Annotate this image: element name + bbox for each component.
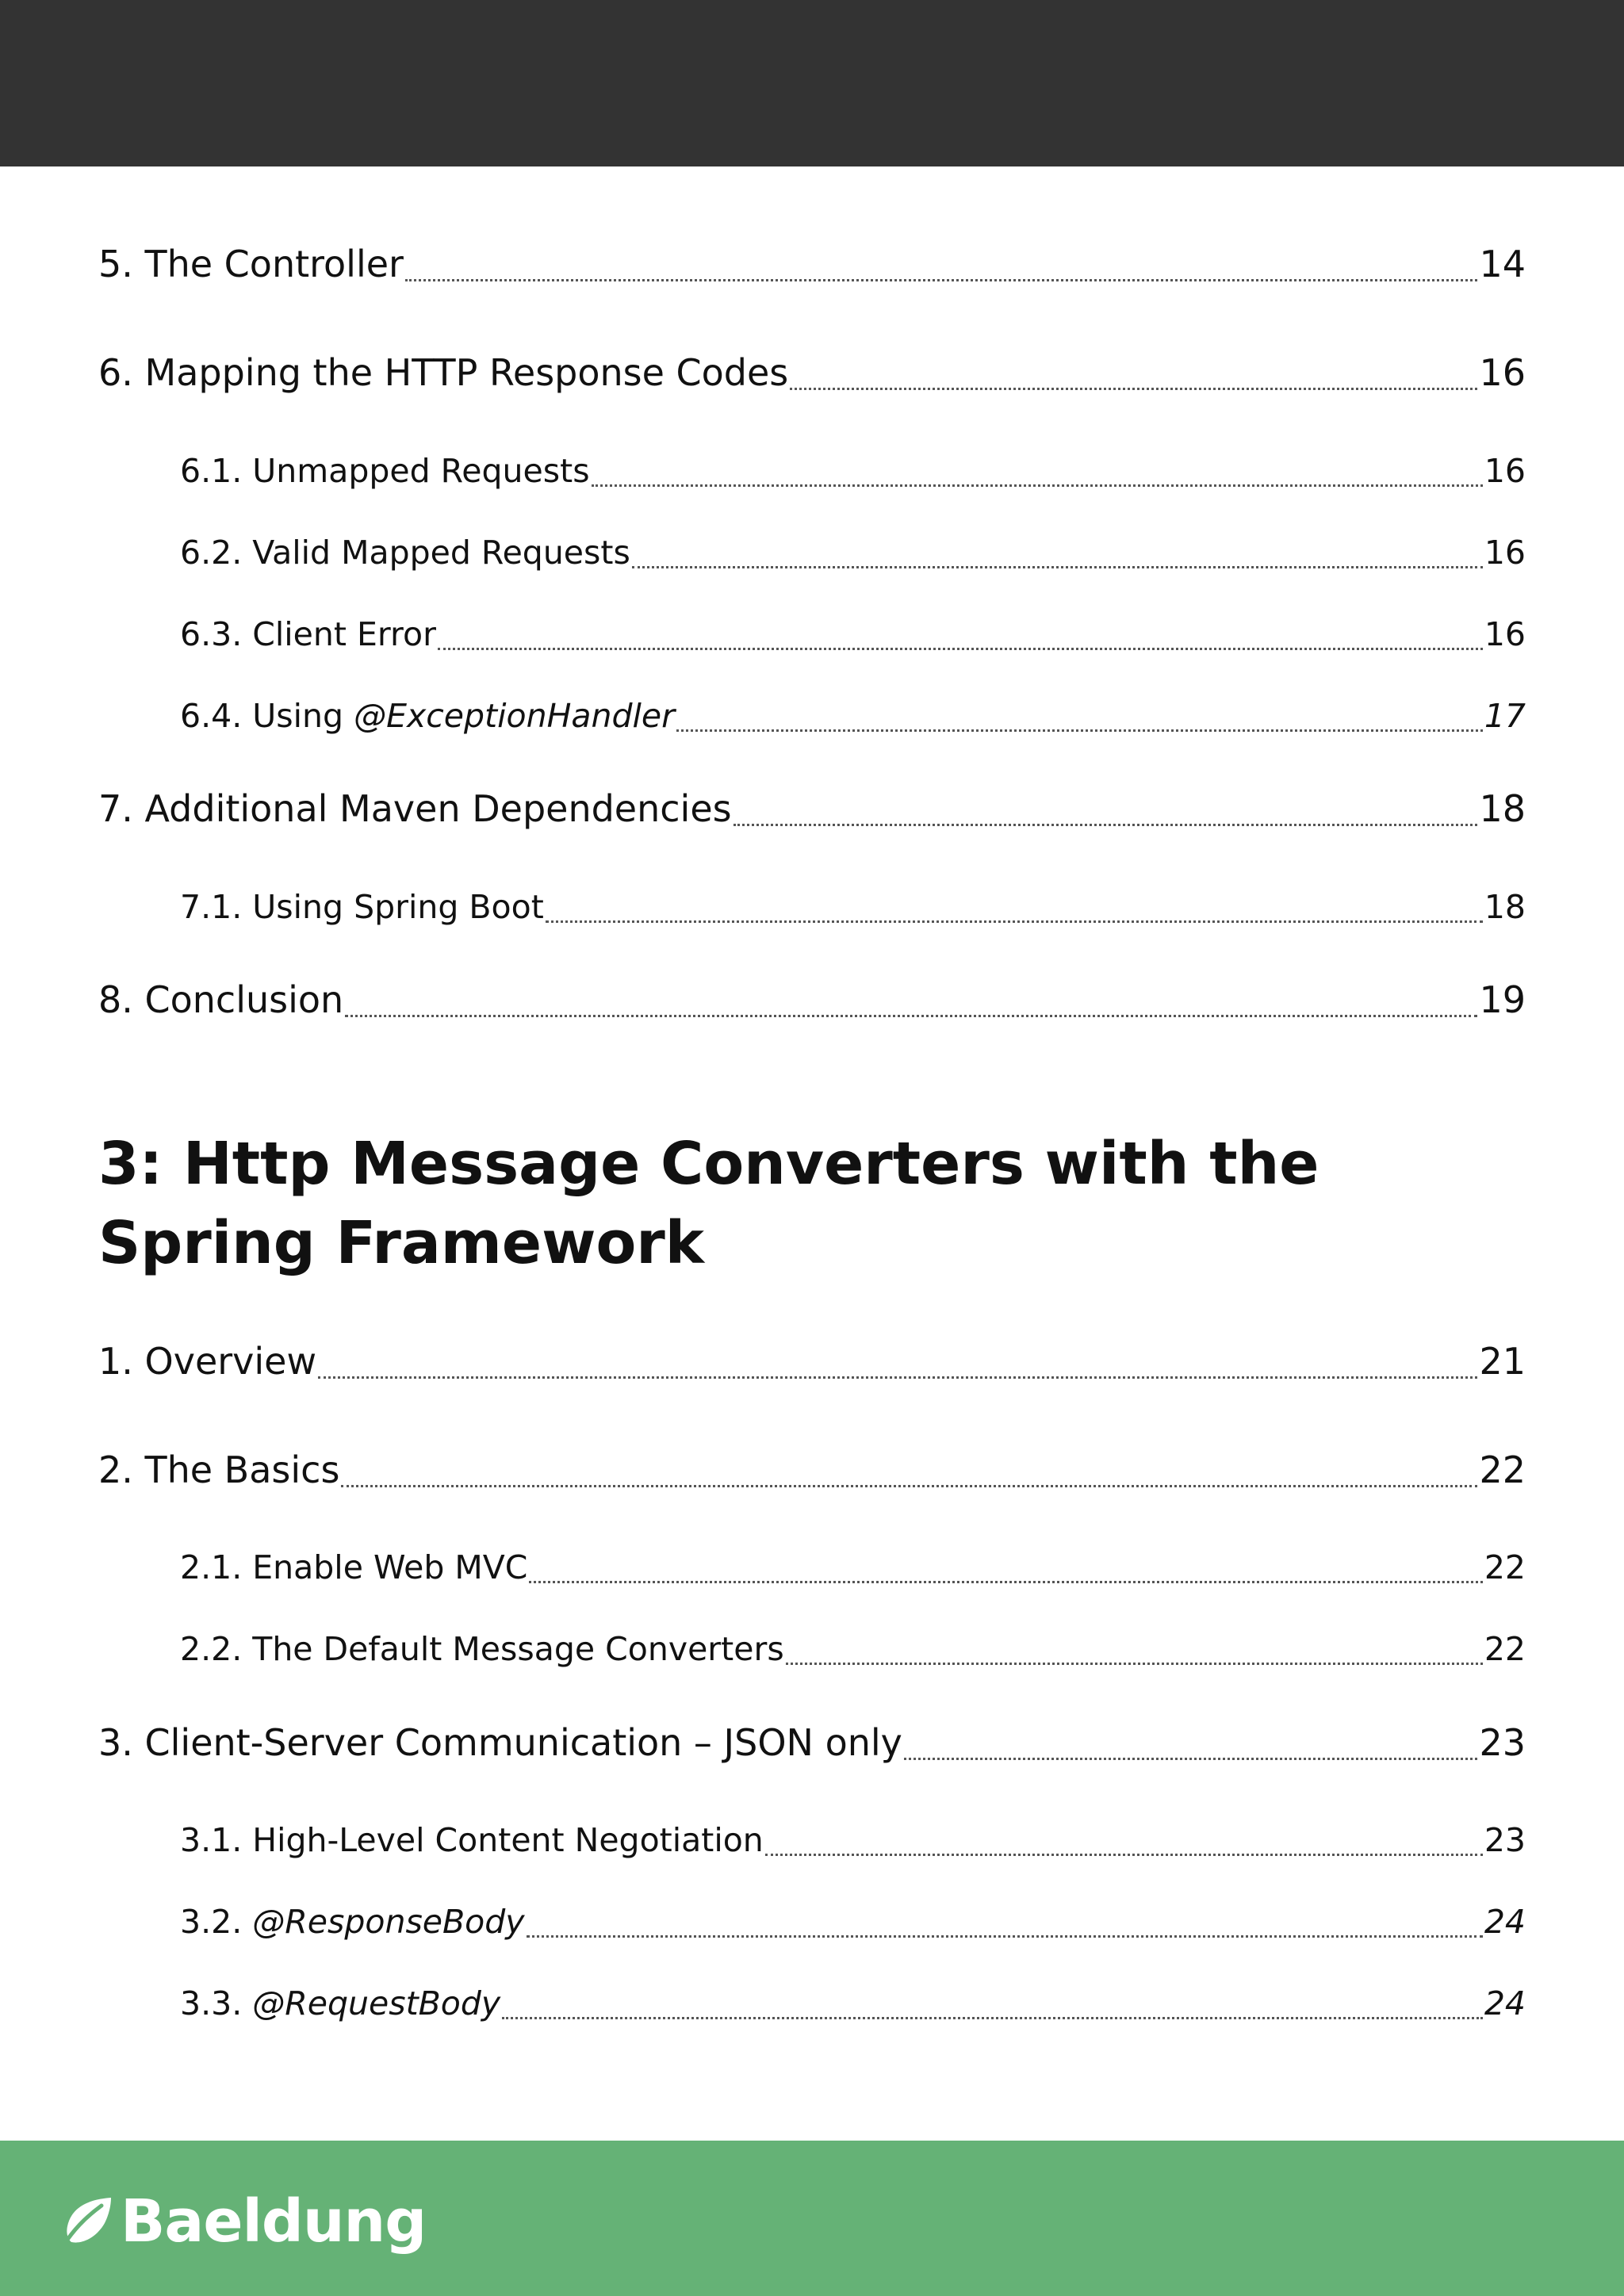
toc-leader	[345, 1015, 1477, 1017]
toc-subentry[interactable]	[180, 1984, 1526, 2022]
toc-entry-page: 24	[1484, 1984, 1526, 2022]
toc-entry[interactable]	[98, 351, 1526, 394]
toc-entry-label-annotation: @ExceptionHandler	[354, 697, 676, 735]
toc-subentry[interactable]	[180, 534, 1526, 572]
toc-entry-label-prefix: 3.2.	[180, 1903, 253, 1941]
toc-leader	[529, 1581, 1482, 1583]
toc-leader	[790, 388, 1477, 390]
toc-entry-label: 1. Overview	[98, 1340, 317, 1383]
toc-leader	[632, 566, 1483, 568]
toc-entry-label: 3.1. High-Level Content Negotiation	[180, 1821, 764, 1859]
toc-subentry[interactable]	[180, 697, 1526, 735]
toc-subentry[interactable]	[180, 888, 1526, 926]
toc-entry-label: 2.1. Enable Web MVC	[180, 1548, 528, 1586]
toc-entry-page: 22	[1479, 1448, 1526, 1491]
toc-leader	[438, 648, 1483, 650]
toc-entry-page: 22	[1484, 1630, 1526, 1668]
toc-entry-page: 16	[1479, 351, 1526, 394]
toc-entry-label: 5. The Controller	[98, 243, 404, 285]
toc-subentry[interactable]	[180, 1821, 1526, 1859]
toc-subentry[interactable]	[180, 1903, 1526, 1941]
toc-entry-label: 6.3. Client Error	[180, 615, 436, 653]
toc-entry-page: 24	[1484, 1903, 1526, 1941]
toc-entry-page: 16	[1484, 534, 1526, 572]
toc-entry-page: 23	[1484, 1821, 1526, 1859]
toc-entry-page: 23	[1479, 1721, 1526, 1764]
toc-entry-label: 6.2. Valid Mapped Requests	[180, 534, 630, 572]
toc-entry-page: 17	[1484, 697, 1526, 735]
logo-text: Baeldung	[121, 2187, 427, 2256]
toc-leader	[502, 2017, 1483, 2019]
toc-leader	[341, 1485, 1477, 1487]
toc-entry-page: 18	[1479, 787, 1526, 830]
toc-entry-label: 2.2. The Default Message Converters	[180, 1630, 784, 1668]
toc-subentry[interactable]	[180, 615, 1526, 653]
toc-entry-label-annotation: @RequestBody	[252, 1984, 501, 2022]
toc-entry-label: 6. Mapping the HTTP Response Codes	[98, 351, 789, 394]
toc-entry[interactable]	[98, 1340, 1526, 1383]
toc-entry[interactable]	[98, 1721, 1526, 1764]
toc-entry-label	[180, 697, 675, 735]
leaf-icon	[60, 2195, 114, 2248]
toc-subentry[interactable]	[180, 1630, 1526, 1668]
toc-entry-label-prefix: 6.4. Using	[180, 697, 354, 735]
toc-entry-label: 7. Additional Maven Dependencies	[98, 787, 732, 830]
toc-subentry[interactable]	[180, 1548, 1526, 1586]
toc-subentry[interactable]	[180, 452, 1526, 490]
toc-leader	[765, 1854, 1483, 1856]
toc-leader	[676, 729, 1483, 732]
toc-entry[interactable]	[98, 787, 1526, 830]
toc-leader	[527, 1935, 1483, 1938]
toc-entry[interactable]	[98, 243, 1526, 285]
toc-leader	[786, 1663, 1483, 1665]
toc-entry-page: 19	[1479, 978, 1526, 1021]
toc-entry-label: 2. The Basics	[98, 1448, 340, 1491]
toc-entry-label-prefix: 3.3.	[180, 1984, 253, 2022]
toc-leader	[592, 484, 1483, 487]
header-bar	[0, 0, 1624, 166]
toc-entry-page: 16	[1484, 452, 1526, 490]
toc-leader	[904, 1758, 1478, 1760]
toc-entry[interactable]	[98, 1448, 1526, 1491]
toc-entry-label	[180, 1984, 500, 2022]
toc-leader	[405, 279, 1477, 281]
toc-entry-page: 14	[1479, 243, 1526, 285]
part-title: 3: Http Message Converters with the Spring Framework	[98, 1130, 1320, 1277]
toc-leader	[318, 1376, 1477, 1379]
toc-entry-page: 21	[1479, 1340, 1526, 1383]
toc-entry[interactable]	[98, 978, 1526, 1021]
toc-leader	[546, 920, 1483, 923]
toc-entry-label: 3. Client-Server Communication – JSON only	[98, 1721, 902, 1764]
baeldung-logo	[60, 2187, 427, 2256]
toc-entry-label: 7.1. Using Spring Boot	[180, 888, 544, 926]
toc-entry-label: 6.1. Unmapped Requests	[180, 452, 590, 490]
toc-leader	[733, 824, 1478, 826]
toc-entry-page: 22	[1484, 1548, 1526, 1586]
toc-entry-label: 8. Conclusion	[98, 978, 344, 1021]
toc-entry-page: 16	[1484, 615, 1526, 653]
toc-entry-label-annotation: @ResponseBody	[252, 1903, 525, 1941]
toc-entry-page: 18	[1484, 888, 1526, 926]
toc-entry-label	[180, 1903, 525, 1941]
